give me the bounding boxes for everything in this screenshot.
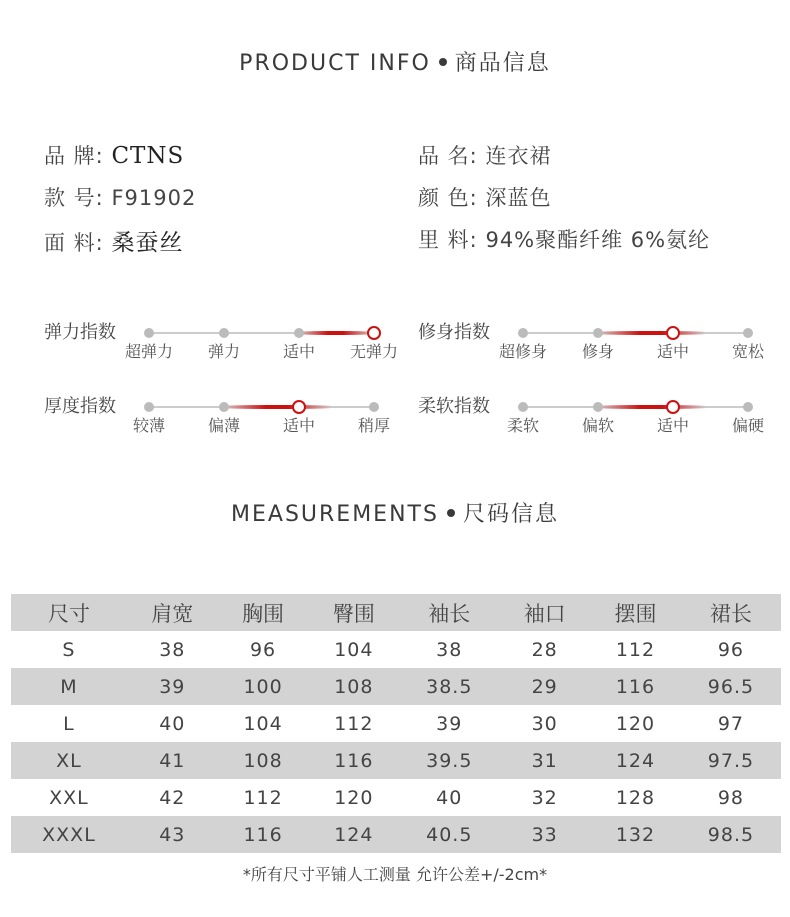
- table-cell: 30: [531, 712, 558, 735]
- table-cell: 120: [334, 786, 374, 809]
- table-row: [11, 668, 781, 705]
- softness-point-3: [743, 402, 753, 412]
- size-header-6: 摆围: [590, 594, 681, 631]
- softness-option-3: 偏硬: [731, 416, 765, 435]
- size-table: [11, 594, 781, 853]
- table-cell: 38: [159, 638, 186, 661]
- elasticity-index: [44, 318, 404, 368]
- size-header-4: 袖长: [399, 594, 499, 631]
- color-label: 颜 色:: [418, 186, 478, 210]
- table-cell: XXXL: [11, 816, 127, 853]
- thickness-point-1: [219, 402, 229, 412]
- elasticity-point-0: [144, 328, 154, 338]
- brand-value: CTNS: [111, 143, 185, 169]
- table-row: [11, 631, 781, 668]
- table-cell: 108: [218, 742, 309, 779]
- softness-index-label: 柔软指数: [418, 396, 490, 417]
- table-cell: 116: [590, 668, 681, 705]
- table-cell: 40: [436, 786, 463, 809]
- size-header-1: 肩宽: [127, 594, 218, 631]
- table-cell: 98: [717, 786, 745, 809]
- table-cell: 108: [308, 668, 399, 705]
- product-info-title-cn: 商品信息: [454, 51, 551, 76]
- thickness-point-2: [292, 400, 306, 414]
- style-label: 款 号:: [44, 186, 104, 210]
- elasticity-index-label: 弹力指数: [44, 322, 116, 343]
- title-dot-icon: [447, 509, 455, 517]
- size-header-5: 袖口: [499, 594, 590, 631]
- brand-label: 品 牌:: [44, 144, 104, 168]
- table-row: [11, 816, 781, 853]
- table-cell: 112: [243, 786, 283, 809]
- table-cell: 98.5: [681, 816, 781, 853]
- table-row: [11, 779, 781, 816]
- style-line: [44, 182, 196, 212]
- fit-highlight: [596, 331, 706, 335]
- softness-index: [418, 392, 778, 442]
- table-cell: 38.5: [399, 668, 499, 705]
- measurements-title-en: MEASUREMENTS: [231, 502, 439, 527]
- table-cell: 32: [531, 786, 558, 809]
- table-cell: 132: [590, 816, 681, 853]
- fit-option-2: 适中: [656, 342, 690, 361]
- elasticity-option-0: 超弹力: [124, 342, 174, 361]
- fabric-value: 桑蚕丝: [111, 230, 184, 256]
- elasticity-point-1: [219, 328, 229, 338]
- brand-line: [44, 140, 184, 170]
- size-table-header: [11, 594, 781, 631]
- fit-index-label: 修身指数: [418, 322, 490, 343]
- fit-point-1: [593, 328, 603, 338]
- table-cell: 28: [531, 638, 558, 661]
- measurements-title-cn: 尺码信息: [462, 502, 559, 527]
- softness-point-1: [593, 402, 603, 412]
- fit-index: [418, 318, 778, 368]
- table-cell: 40: [159, 712, 186, 735]
- table-cell: 96.5: [681, 668, 781, 705]
- table-row: [11, 705, 781, 742]
- table-cell: XXL: [49, 786, 89, 809]
- size-header-3: 臀围: [308, 594, 399, 631]
- size-header-0: 尺寸: [11, 594, 127, 631]
- table-cell: 96: [717, 638, 745, 661]
- table-cell: 120: [615, 712, 656, 735]
- table-cell: 112: [334, 712, 374, 735]
- thickness-option-2: 适中: [282, 416, 316, 435]
- name-line: [418, 140, 551, 170]
- softness-option-1: 偏软: [581, 416, 615, 435]
- thickness-index-label: 厚度指数: [44, 396, 116, 417]
- table-cell: L: [63, 712, 75, 735]
- thickness-index: [44, 392, 404, 442]
- table-cell: 104: [243, 712, 283, 735]
- table-cell: 41: [127, 742, 218, 779]
- color-line: [418, 182, 551, 212]
- thickness-option-3: 稍厚: [357, 416, 391, 435]
- table-cell: S: [62, 638, 76, 661]
- softness-point-2: [666, 400, 680, 414]
- table-cell: 124: [308, 816, 399, 853]
- table-cell: 96: [249, 638, 277, 661]
- table-cell: 39.5: [399, 742, 499, 779]
- table-cell: 124: [590, 742, 681, 779]
- fit-point-2: [666, 326, 680, 340]
- lining-line: [418, 224, 710, 254]
- softness-point-0: [518, 402, 528, 412]
- fit-option-3: 宽松: [731, 342, 765, 361]
- elasticity-point-3: [367, 326, 381, 340]
- table-cell: 39: [127, 668, 218, 705]
- fit-option-0: 超修身: [498, 342, 548, 361]
- table-cell: 29: [499, 668, 590, 705]
- table-cell: 116: [218, 816, 309, 853]
- elasticity-highlight: [297, 331, 374, 335]
- table-cell: 97.5: [681, 742, 781, 779]
- table-cell: 128: [615, 786, 656, 809]
- size-header-2: 胸围: [218, 594, 309, 631]
- table-cell: 97: [717, 712, 745, 735]
- measurement-note: *所有尺寸平铺人工测量 允许公差+/-2cm*: [242, 865, 548, 884]
- measurements-title: [0, 497, 790, 528]
- table-cell: 38: [436, 638, 463, 661]
- thickness-option-0: 较薄: [132, 416, 166, 435]
- elasticity-option-3: 无弹力: [349, 342, 399, 361]
- lining-label: 里 料:: [418, 228, 478, 252]
- size-table-body: [11, 631, 781, 853]
- thickness-point-0: [144, 402, 154, 412]
- fabric-line: [44, 224, 183, 257]
- fit-point-3: [743, 328, 753, 338]
- name-label: 品 名:: [418, 144, 478, 168]
- product-info-title: [0, 46, 790, 77]
- table-cell: 43: [127, 816, 218, 853]
- softness-option-0: 柔软: [506, 416, 540, 435]
- table-cell: 42: [159, 786, 186, 809]
- fabric-label: 面 料:: [44, 231, 104, 255]
- color-value: 深蓝色: [485, 186, 552, 210]
- table-cell: 116: [308, 742, 399, 779]
- style-value: F91902: [111, 186, 197, 210]
- elasticity-option-1: 弹力: [207, 342, 241, 361]
- table-cell: 104: [334, 638, 374, 661]
- product-info-title-en: PRODUCT INFO: [239, 51, 431, 76]
- size-header-7: 裙长: [681, 594, 781, 631]
- softness-highlight: [596, 405, 706, 409]
- thickness-point-3: [369, 402, 379, 412]
- table-cell: 112: [615, 638, 656, 661]
- table-cell: 33: [499, 816, 590, 853]
- fit-point-0: [518, 328, 528, 338]
- fit-option-1: 修身: [581, 342, 615, 361]
- table-cell: 40.5: [399, 816, 499, 853]
- table-row: [11, 742, 781, 779]
- table-cell: 39: [436, 712, 463, 735]
- softness-option-2: 适中: [656, 416, 690, 435]
- table-cell: XL: [11, 742, 127, 779]
- table-cell: M: [11, 668, 127, 705]
- title-dot-icon: [439, 58, 447, 66]
- thickness-highlight: [222, 405, 332, 409]
- elasticity-option-2: 适中: [282, 342, 316, 361]
- table-cell: 31: [499, 742, 590, 779]
- elasticity-point-2: [294, 328, 304, 338]
- name-value: 连衣裙: [485, 144, 552, 168]
- thickness-option-1: 偏薄: [207, 416, 241, 435]
- table-cell: 100: [218, 668, 309, 705]
- lining-value: 94%聚酯纤维 6%氨纶: [485, 228, 711, 252]
